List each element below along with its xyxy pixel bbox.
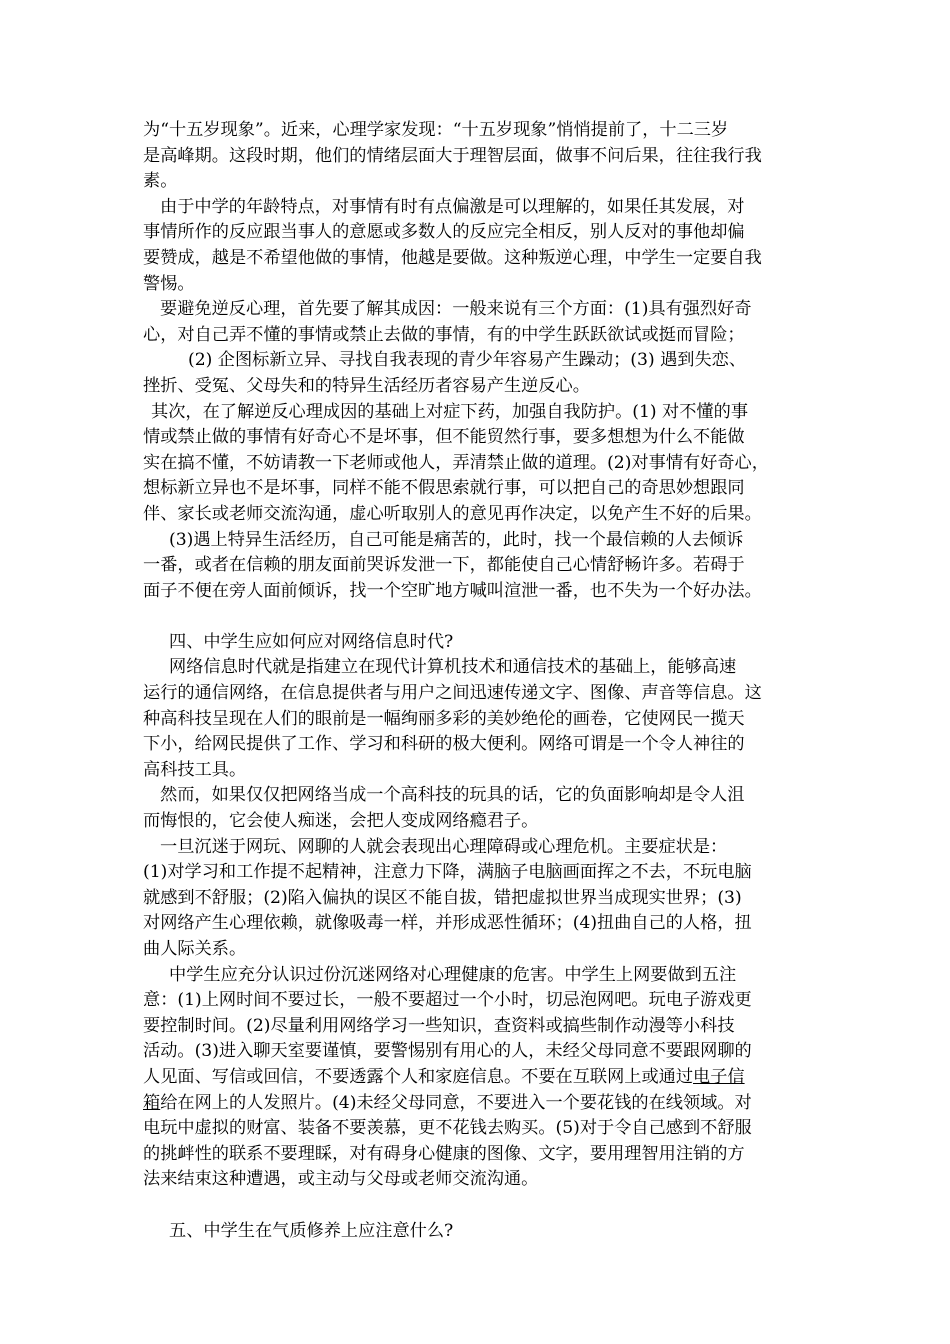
- paragraph-line: 一旦沉迷于网玩、网聊的人就会表现出心理障碍或心理危机。主要症状是：: [160, 836, 728, 857]
- section-heading: 五、中学生在气质修养上应注意什么?: [169, 1220, 454, 1241]
- paragraph-line: 下小，给网民提供了工作、学习和科研的极大便利。网络可谓是一个令人神往的: [143, 734, 745, 755]
- paragraph-line: 伴、家长或老师交流沟通，虚心听取别人的意见再作决定，以免产生不好的后果。: [143, 503, 762, 524]
- paragraph-line: 曲人际关系。: [143, 939, 247, 959]
- paragraph-line: 要控制时间。(2)尽量利用网络学习一些知识，查资料或搞些制作动漫等小科技: [143, 1015, 735, 1036]
- paragraph-line: 网络信息时代就是指建立在现代计算机技术和通信技术的基础上，能够高速: [169, 657, 737, 678]
- paragraph-line: 心，对自己弄不懂的事情或禁止去做的事情，有的中学生跃跃欲试或挺而冒险；: [143, 324, 745, 345]
- paragraph-line: 而悔恨的，它会使人痴迷，会把人变成网络瘾君子。: [143, 811, 539, 832]
- paragraph-line: 一番，或者在信赖的朋友面前哭诉发泄一下，都能使自己心情舒畅许多。若碍于: [143, 555, 745, 576]
- paragraph-line: (3)遇上特异生活经历，自己可能是痛苦的，此时，找一个最信赖的人去倾诉: [169, 529, 744, 550]
- paragraph-line: 想标新立异也不是坏事，同样不能不假思索就行事，可以把自己的奇思妙想跟同: [143, 478, 745, 499]
- document-page: [143, 118, 823, 1244]
- paragraph-line: 然而，如果仅仅把网络当成一个高科技的玩具的话，它的负面影响却是令人沮: [160, 785, 745, 806]
- paragraph-line: 实在搞不懂，不妨请教一下老师或他人，弄清禁止做的道理。(2)对事情有好奇心，: [143, 452, 769, 473]
- paragraph-line: (2) 企图标新立异、寻找自我表现的青少年容易产生躁动；(3) 遇到失恋、: [188, 350, 747, 371]
- paragraph-line: 要避免逆反心理，首先要了解其成因：一般来说有三个方面：(1)具有强烈好奇: [160, 299, 752, 320]
- paragraph-line: 就感到不舒服；(2)陷入偏执的误区不能自拔，错把虚拟世界当成现实世界；(3): [143, 887, 742, 908]
- paragraph-line: 由于中学的年龄特点，对事情有时有点偏激是可以理解的，如果任其发展，对: [160, 196, 745, 217]
- paragraph-line: 要赞成，越是不希望他做的事情，他越是要做。这种叛逆心理，中学生一定要自我: [143, 247, 762, 268]
- paragraph-line: 事情所作的反应跟当事人的意愿或多数人的反应完全相反，别人反对的事他却偏: [143, 222, 745, 243]
- paragraph-line: 挫折、受冤、父母失和的特异生活经历者容易产生逆反心。: [143, 375, 590, 396]
- section-heading: 四、中学生应如何应对网络信息时代?: [169, 631, 454, 652]
- paragraph-gap: [143, 604, 823, 630]
- paragraph-line: 法来结束这种遭遇，或主动与父母或老师交流沟通。: [143, 1169, 539, 1190]
- paragraph-line: 警惕。: [143, 273, 195, 294]
- line-text: 人见面、写信或回信，不要透露个人和家庭信息。不要在互联网上或通过: [143, 1066, 694, 1087]
- paragraph-line: 素。: [143, 171, 178, 192]
- paragraph-line: 意：(1)上网时间不要过长，一般不要超过一个小时，切忌泡网吧。玩电子游戏更: [143, 990, 752, 1011]
- paragraph-line: 面子不便在旁人面前倾诉，找一个空旷地方喊叫渲泄一番，也不失为一个好办法。: [143, 580, 762, 601]
- paragraph-line: 对网络产生心理依赖，就像吸毒一样，并形成恶性循环；(4)扭曲自己的人格，扭: [143, 913, 752, 934]
- paragraph-line: 为“十五岁现象”。近来，心理学家发现：“十五岁现象”悄悄提前了，十二三岁: [143, 120, 729, 140]
- paragraph-line: 是高峰期。这段时期，他们的情绪层面大于理智层面，做事不问后果，往往我行我: [143, 145, 762, 166]
- paragraph-line: 情或禁止做的事情有好奇心不是坏事，但不能贸然行事，要多想想为什么不能做: [143, 427, 745, 448]
- paragraph-line: (1)对学习和工作提不起精神，注意力下降，满脑子电脑画面挥之不去，不玩电脑: [143, 862, 752, 883]
- paragraph-gap: [143, 1193, 823, 1219]
- paragraph-line: 其次，在了解逆反心理成因的基础上对症下药，加强自我防护。(1) 对不懂的事: [151, 401, 749, 422]
- paragraph-line: [143, 1065, 823, 1091]
- paragraph-line: 高科技工具。: [143, 759, 247, 780]
- paragraph-line: 运行的通信网络，在信息提供者与用户之间迅速传递文字、图像、声音等信息。这: [143, 683, 762, 704]
- email-link-continued[interactable]: 箱: [143, 1092, 161, 1113]
- line-text: 给在网上的人发照片。(4)未经父母同意，不要进入一个要花钱的在线领域。对: [160, 1092, 752, 1113]
- paragraph-line: 活动。(3)进入聊天室要谨慎，要警惕别有用心的人，未经父母同意不要跟网聊的: [143, 1041, 752, 1062]
- paragraph-line: 电玩中虚拟的财富、装备不要羡慕，更不花钱去购买。(5)对于令自己感到不舒服: [143, 1118, 752, 1139]
- paragraph-line: 中学生应充分认识过份沉迷网络对心理健康的危害。中学生上网要做到五注: [169, 964, 737, 985]
- email-link[interactable]: 电子信: [693, 1066, 745, 1087]
- paragraph-line: 的挑衅性的联系不要理睬，对有碍身心健康的图像、文字，要用理智用注销的方: [143, 1143, 745, 1164]
- paragraph-line: 种高科技呈现在人们的眼前是一幅绚丽多彩的美妙绝伦的画卷，它使网民一揽天: [143, 708, 745, 729]
- paragraph-line: [143, 1091, 823, 1117]
